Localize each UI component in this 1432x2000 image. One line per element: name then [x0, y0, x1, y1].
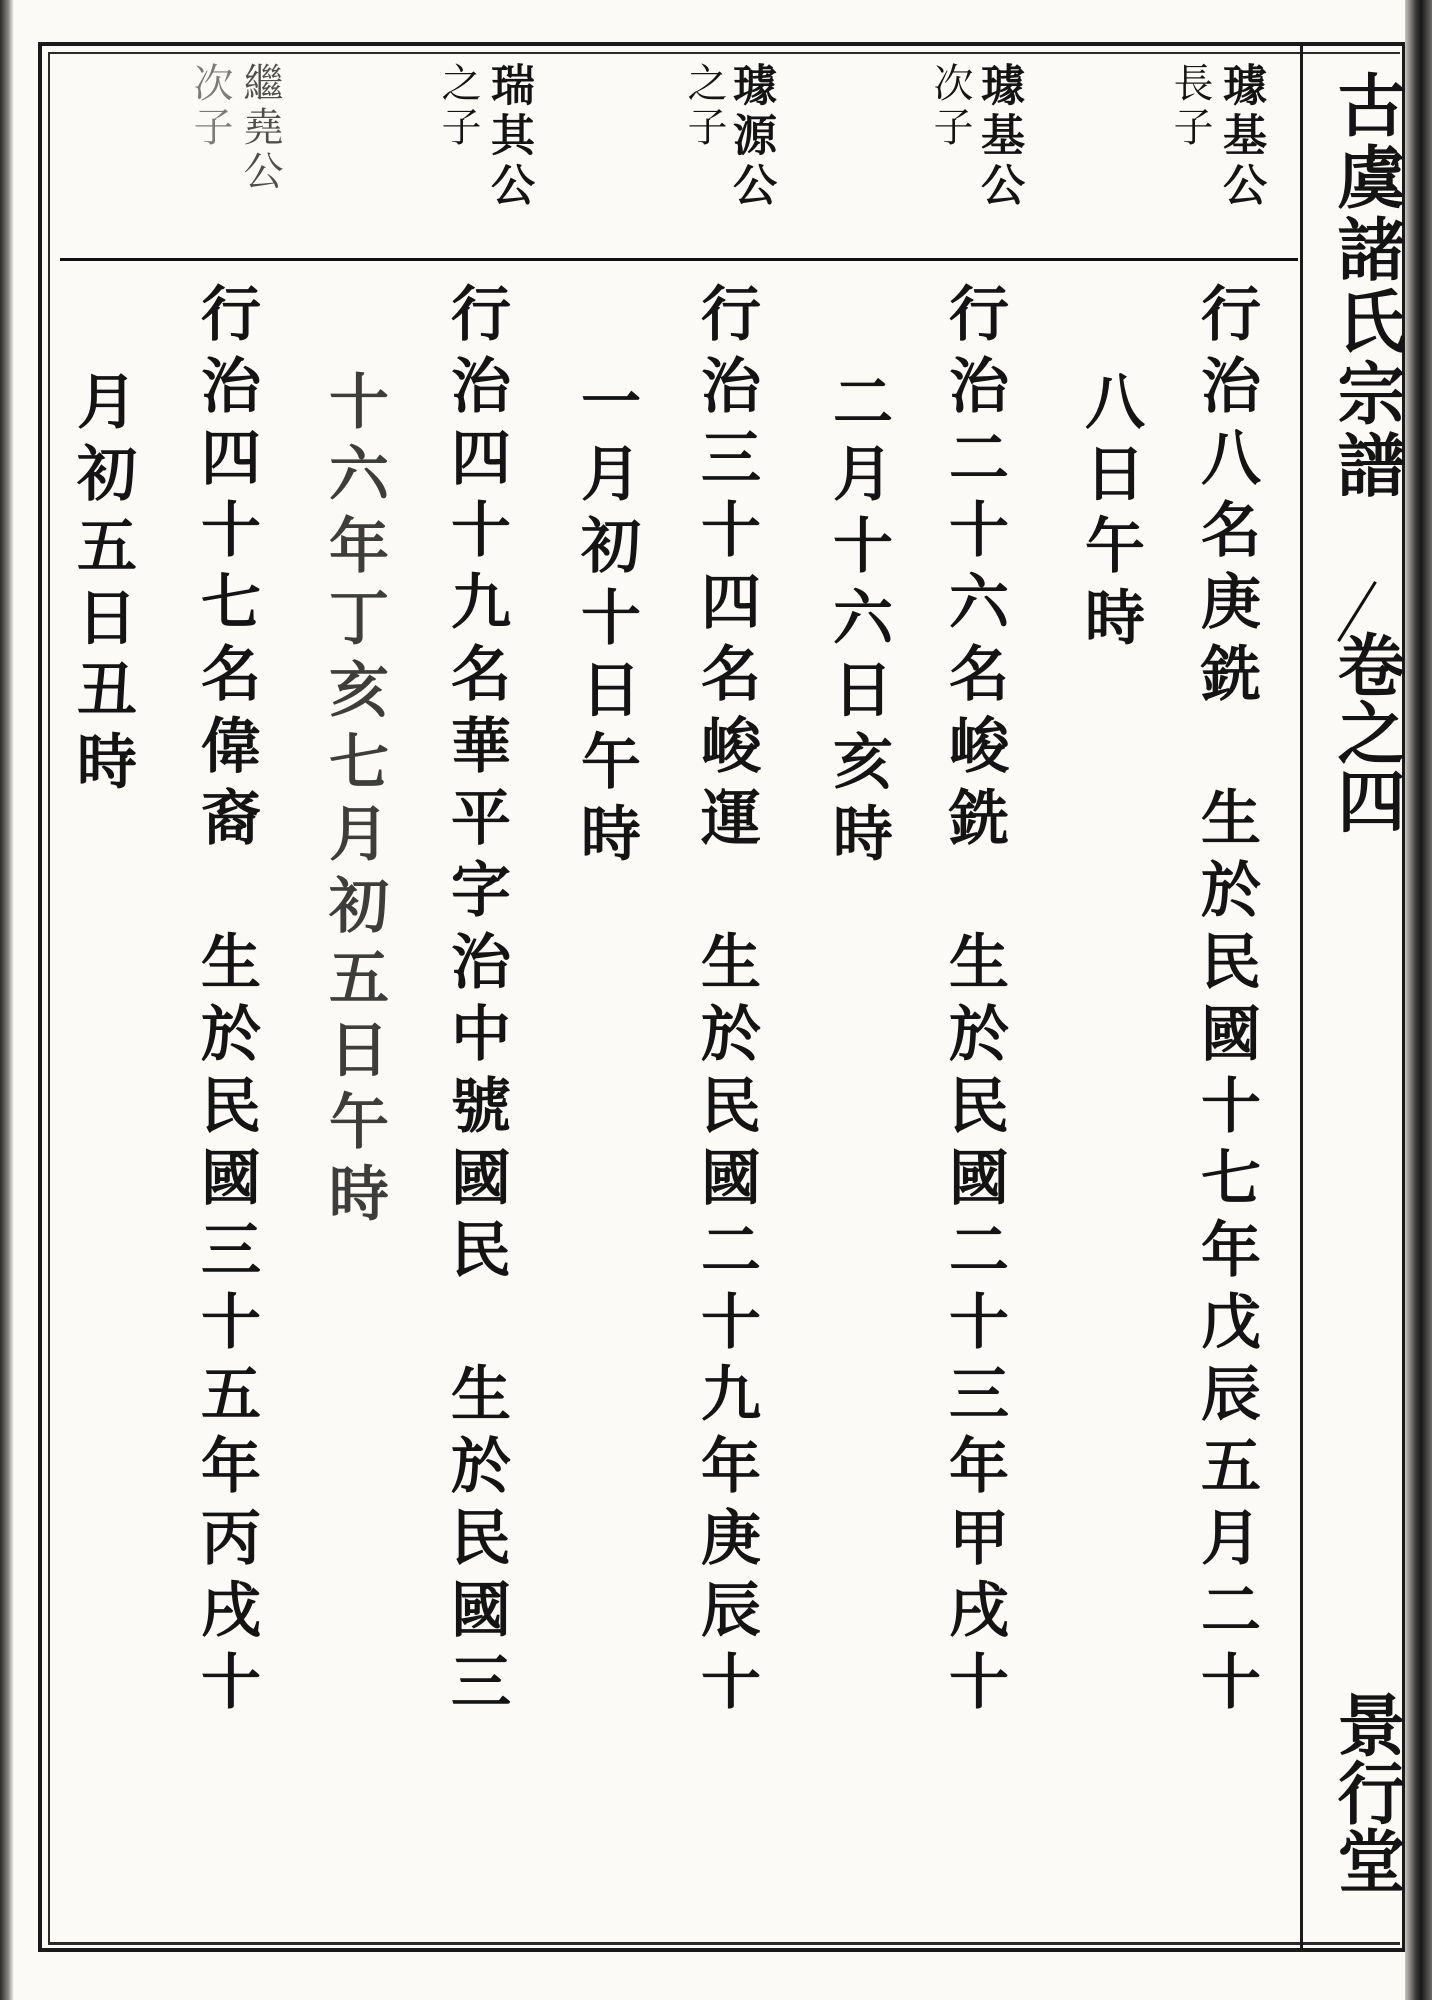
hall-name: 景行堂	[1326, 1690, 1406, 1894]
header-relation: 長子	[1167, 62, 1213, 150]
page-left-edge	[0, 0, 14, 2000]
entry-line: 十六年丁亥七月初五日午時	[319, 370, 389, 1234]
header-father-name: 繼堯公	[237, 62, 283, 194]
book-title: 古虞諸氏宗譜	[1326, 70, 1406, 502]
entry-line: 八日午時	[1075, 370, 1145, 658]
spine-rule	[1300, 44, 1303, 1949]
entry-line: 二月十六日亥時	[823, 370, 893, 874]
header-relation: 之子	[681, 62, 727, 150]
header-father-name: 瑞其公	[483, 62, 534, 212]
header-relation: 次子	[927, 62, 973, 150]
header-father-name: 璩基公	[973, 62, 1024, 212]
entry-line: 行治三十四名峻運 生於民國二十九年庚辰十	[691, 282, 761, 1722]
entry-line: 行治八名庚銑 生於民國十七年戊辰五月二十	[1191, 282, 1261, 1722]
entry-line: 月初五日丑時	[67, 370, 137, 802]
header-relation: 之子	[435, 62, 481, 150]
entry-line: 一月初十日午時	[571, 370, 641, 874]
header-father-name: 璩基公	[1215, 62, 1266, 212]
header-divider	[60, 258, 1298, 261]
entry-line: 行治二十六名峻銑 生於民國二十三年甲戌十	[939, 282, 1009, 1722]
volume-number: 卷之四	[1326, 630, 1406, 834]
header-father-name: 璩源公	[725, 62, 776, 212]
entry-line: 行治四十九名華平字治中號國民 生於民國三	[441, 282, 511, 1722]
entry-line: 行治四十七名偉裔 生於民國三十五年丙戌十	[191, 282, 261, 1722]
header-relation: 次子	[187, 62, 233, 150]
